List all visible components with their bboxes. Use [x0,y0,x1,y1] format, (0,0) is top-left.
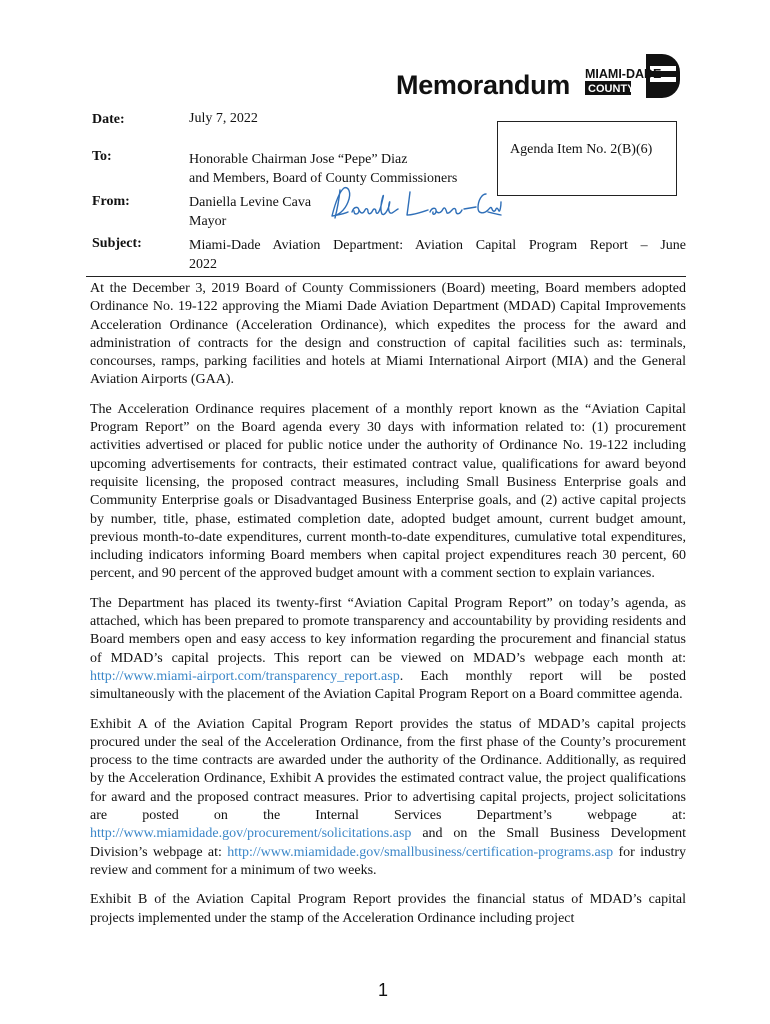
miami-dade-county-logo [584,54,680,98]
logo-text-bottom: COUNTY [588,83,635,95]
mayor-signature [326,182,502,228]
paragraph-3 [90,595,686,705]
paragraph-4-text-a: Exhibit A of the Aviation Capital Program Report provides the status of MDAD’s capital projects procured under the seal of the Acceleration Ordinance, from the first phase of the County’s procurement process to the time contracts are awarded under the authority of the Ordinance. Additionally, as required by the Acceleration Ordinance, Exhibit A provides the estimated contract value, the project qualifications for award and the proposed contract measures. Prior to advertising capital projects, project solicitations are posted on the Internal Services Department’s webpage at: [90,716,686,824]
agenda-item-number: Agenda Item No. 2(B)(6) [510,142,653,157]
paragraph-5: Exhibit B of the Aviation Capital Program Report provides the financial status of MDAD’s capital projects implemented under the stamp of the Acceleration Ordinance including project [90,892,686,926]
to-label: To: [92,149,112,164]
paragraph-4 [90,716,686,881]
agenda-item-box [497,121,677,196]
to-line-1: Honorable Chairman Jose “Pepe” Diaz [189,152,408,167]
memo-body [90,280,686,939]
date-label: Date: [92,112,125,127]
subject-text [189,236,686,274]
paragraph-3-text-a: The Department has placed its twenty-first “Aviation Capital Program Report” on today’s agenda, as attached, which has been prepared to promote transparency and accountability by providing residents and Board members open and easy access to key information regarding the procurement and financial status of MDAD’s capital projects. This report can be viewed on MDAD’s webpage each month at: [90,595,686,666]
logo-text-top: MIAMI-DADE [585,67,662,81]
transparency-report-link[interactable]: http://www.miami-airport.com/transparency_report.asp [90,668,400,684]
paragraph-2: The Acceleration Ordinance requires placement of a monthly report known as the “Aviation Capital Program Report” on the Board agenda every 30 days with information related to: (1) procurement activities advertised or placed for public notice under the authority of Ordinance No. 19-122 including upcoming advertisements for contracts, their estimated contract value, qualifications for award beyond requisite licensing, the proposed contract measures, including Small Business Enterprise goals and Community Enterprise goals or Disadvantaged Business Enterprise goals, and (2) active capital projects by number, title, phase, estimated completion date, adopted budget amount, current budget amount, previous month-to-date expenditures, current month-to-date expenditures, cumulative total expenditures, including indicators informing Board members when capital project expenditures reach 30 percent, 60 percent, and 90 percent of the approved budget amount with a comment section to explain variances. [90,401,686,582]
paragraph-1: At the December 3, 2019 Board of County Commissioners (Board) meeting, Board members adopted Ordinance No. 19-122 approving the Miami Dade Aviation Department (MDAD) Capital Improvements Acceleration Ordinance (Acceleration Ordinance), which expedites the process for the award and administration of contracts for the design and construction of capital facilities such as: terminals, concourses, ramps, parking facilities and hotels at Miami International Airport (MIA) and the General Aviation Airports (GAA). [90,281,686,388]
subject-line-1: Miami-Dade Aviation Department: Aviation Capital Program Report – June [189,238,686,253]
from-label: From: [92,194,130,209]
subject-line-2: 2022 [189,257,217,272]
paragraph-3-text-b: . Each monthly report will be posted simultaneously with the placement of the Aviation Capital Program Report on a Board committee agenda. [90,668,686,703]
page-number: 1 [378,980,389,1000]
from-line-2: Mayor [189,214,227,229]
solicitations-link[interactable]: http://www.miamidade.gov/procurement/solicitations.asp [90,826,412,842]
subject-label: Subject: [92,236,142,251]
certification-programs-link[interactable]: http://www.miamidade.gov/smallbusiness/certification-programs.asp [227,844,614,860]
memo-title: Memorandum [396,70,571,100]
from-sender [189,193,311,231]
from-line-1: Daniella Levine Cava [189,195,312,210]
paragraph-4-text-b: and on the Small Business Development Division’s webpage at: [90,826,686,860]
date-value: July 7, 2022 [189,111,258,126]
to-line-2: and Members, Board of County Commissioners [189,171,458,186]
header-divider [86,276,686,277]
paragraph-4-text-c: for industry review and comment for a minimum of two weeks. [90,844,687,878]
